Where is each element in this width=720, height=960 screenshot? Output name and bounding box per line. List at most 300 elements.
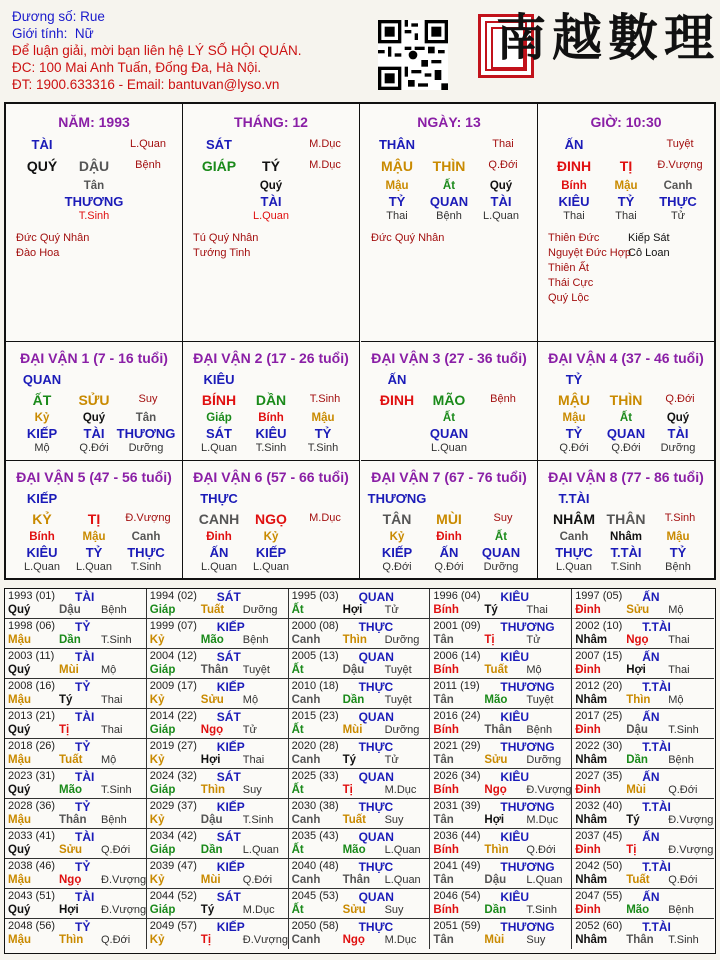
year-phase: T.Sinh <box>101 634 132 646</box>
year-cell <box>147 589 289 619</box>
hidden-ten-god: TỶ <box>314 426 332 441</box>
year-phase: Bệnh <box>668 754 694 766</box>
pillar-cell <box>6 104 183 342</box>
hidden-stem: Ất <box>494 531 508 543</box>
hidden-stem: Đinh <box>206 531 232 543</box>
year-cell <box>572 829 714 859</box>
year-stem: Nhâm <box>575 754 608 766</box>
year-stem: Quý <box>8 844 31 856</box>
year-ten-god: T.TÀI <box>642 620 671 634</box>
hidden-stem: Mậu <box>385 180 409 192</box>
year-cell <box>289 859 431 889</box>
year-label: 2004 (12) <box>149 650 197 662</box>
heaven-stem: BÍNH <box>201 392 237 408</box>
growth-phase: T.Sinh <box>664 512 696 524</box>
year-ten-god: KIẾP <box>216 740 245 754</box>
earth-branch: TỊ <box>619 158 633 174</box>
year-cell <box>289 829 431 859</box>
hidden-stem: Ất <box>442 180 456 192</box>
growth-phase: Suy <box>493 512 513 524</box>
hidden-phase: Q.Đới <box>559 442 589 454</box>
hidden-ten-god: TÀI <box>667 426 689 441</box>
year-cell <box>430 709 572 739</box>
year-label: 2029 (37) <box>149 800 197 812</box>
year-ten-god: TỶ <box>75 680 91 694</box>
year-phase: Dưỡng <box>526 754 562 766</box>
year-phase: Thai <box>242 754 265 766</box>
year-branch: Dần <box>484 904 507 916</box>
year-ten-god: KIÊU <box>500 590 530 604</box>
hidden-stem: Tân <box>135 412 157 424</box>
year-cell <box>5 649 147 679</box>
year-stem: Đinh <box>575 784 601 796</box>
growth-phase: Q.Đới <box>488 159 518 171</box>
heaven-stem: ẤT <box>32 392 52 408</box>
hidden-phase: L.Quan <box>23 561 61 573</box>
hidden-phase: Dưỡng <box>660 442 696 454</box>
year-ten-god: THỰC <box>358 860 394 874</box>
year-branch: Thân <box>484 724 512 736</box>
year-label: 1996 (04) <box>433 590 481 602</box>
year-stem: Quý <box>8 604 31 616</box>
year-label: 2014 (22) <box>149 710 197 722</box>
year-phase: Mộ <box>668 604 684 616</box>
heaven-stem: KỶ <box>32 511 52 527</box>
year-ten-god: KIẾP <box>216 620 245 634</box>
year-phase: Thai <box>668 634 690 646</box>
ten-god: ẤN <box>387 372 407 387</box>
dai-van-cell <box>6 461 183 580</box>
year-cell <box>289 589 431 619</box>
year-stem: Giáp <box>149 904 176 916</box>
year-branch: Thân <box>626 934 654 946</box>
earth-branch: MÙI <box>436 511 462 527</box>
growth-phase: M.Dục <box>309 512 341 524</box>
year-stem: Canh <box>291 934 321 946</box>
year-stem: Ất <box>291 904 304 916</box>
year-cell <box>572 709 714 739</box>
hidden-phase: Bệnh <box>436 210 462 222</box>
yearly-table <box>4 588 716 954</box>
heaven-stem: CANH <box>198 511 240 527</box>
year-stem: Canh <box>291 694 321 706</box>
growth-phase: Đ.Vượng <box>657 159 703 171</box>
year-cell <box>289 649 431 679</box>
year-ten-god: KIÊU <box>500 650 530 664</box>
year-label: 2023 (31) <box>8 770 56 782</box>
year-phase: Thai <box>101 724 123 736</box>
earth-branch: TỊ <box>87 511 101 527</box>
year-stem: Quý <box>8 664 31 676</box>
dai-van-title: ĐẠI VẬN 8 (77 - 86 tuổi) <box>548 469 704 485</box>
hidden-ten-god: SÁT <box>206 426 232 441</box>
year-ten-god: T.TÀI <box>642 680 671 694</box>
year-label: 2045 (53) <box>291 890 339 902</box>
phone-email-line: ĐT: 1900.633316 - Email: bantuvan@lyso.vn <box>12 77 280 92</box>
year-ten-god: TÀI <box>75 770 95 784</box>
year-label: 1999 (07) <box>149 620 197 632</box>
year-ten-god: THƯƠNG <box>500 860 555 874</box>
year-phase: L.Quan <box>526 874 563 886</box>
year-branch: Mão <box>626 904 650 916</box>
year-ten-god: T.TÀI <box>642 740 671 754</box>
year-phase: Suy <box>526 934 546 946</box>
year-phase: Đ.Vượng <box>526 784 572 796</box>
year-phase: Suy <box>384 814 404 826</box>
gender <box>12 25 301 42</box>
gender-value: Nữ <box>74 26 94 41</box>
inauspicious-star: Kiếp Sát <box>628 232 670 244</box>
year-ten-god: QUAN <box>358 770 394 784</box>
year-ten-god: ẤN <box>642 710 660 724</box>
year-label: 2015 (23) <box>291 710 339 722</box>
year-cell <box>147 679 289 709</box>
year-stem: Đinh <box>575 724 601 736</box>
year-branch: Thìn <box>59 934 84 946</box>
year-phase: Tuyệt <box>384 694 412 706</box>
hidden-phase: Dưỡng <box>128 442 164 454</box>
year-phase: Bệnh <box>668 904 694 916</box>
year-stem: Quý <box>8 784 31 796</box>
year-cell <box>5 679 147 709</box>
year-phase: Đ.Vượng <box>242 934 288 946</box>
year-label: 2001 (09) <box>433 620 481 632</box>
year-ten-god: ẤN <box>642 650 660 664</box>
year-branch: Tý <box>484 604 498 616</box>
year-stem: Canh <box>291 814 321 826</box>
year-cell <box>147 709 289 739</box>
hidden-ten-god: KIẾP <box>26 426 58 441</box>
year-stem: Mậu <box>8 874 31 886</box>
year-branch: Tý <box>200 904 215 916</box>
year-label: 2009 (17) <box>149 680 197 692</box>
year-cell <box>430 889 572 919</box>
year-phase: M.Dục <box>526 814 559 826</box>
year-label: 2038 (46) <box>8 860 56 872</box>
year-branch: Mùi <box>484 934 505 946</box>
year-cell <box>5 769 147 799</box>
heaven-stem: MẬU <box>558 392 590 408</box>
year-branch: Mùi <box>342 724 363 736</box>
hidden-phase: T.Sinh <box>610 561 642 573</box>
year-branch: Tý <box>59 694 73 706</box>
year-ten-god: T.TÀI <box>642 920 671 934</box>
hidden-stem: Quý <box>82 412 106 424</box>
year-label: 2024 (32) <box>149 770 197 782</box>
year-phase: L.Quan <box>242 844 279 856</box>
year-phase: Q.Đới <box>526 844 556 856</box>
year-label: 2019 (27) <box>149 740 197 752</box>
year-phase: Tử <box>242 724 257 736</box>
hidden-phase: Q.Đới <box>611 442 641 454</box>
year-branch: Sửu <box>484 754 508 766</box>
hidden-stem: Quý <box>259 180 283 192</box>
year-stem: Bính <box>433 604 459 616</box>
hidden-phase: L.Quan <box>252 210 290 222</box>
dai-van-title: ĐẠI VẬN 3 (27 - 36 tuổi) <box>371 350 527 366</box>
year-branch: Tị <box>626 844 637 856</box>
year-label: 2040 (48) <box>291 860 339 872</box>
hidden-ten-god: QUAN <box>606 426 646 441</box>
year-label: 2011 (19) <box>433 680 480 692</box>
year-label: 2032 (40) <box>575 800 623 812</box>
year-ten-god: KIẾP <box>216 860 245 874</box>
year-stem: Đinh <box>575 604 601 616</box>
heaven-stem: NHÂM <box>553 511 595 527</box>
hidden-ten-god: KIÊU <box>558 194 590 209</box>
dai-van-cell <box>6 342 183 461</box>
year-branch: Sửu <box>59 844 83 856</box>
year-ten-god: TỶ <box>75 920 91 934</box>
year-ten-god: THƯƠNG <box>500 680 555 694</box>
year-branch: Thìn <box>484 844 509 856</box>
year-label: 1994 (02) <box>149 590 197 602</box>
hidden-stem: Bính <box>29 531 55 543</box>
ten-god: THƯƠNG <box>367 491 427 506</box>
year-label: 2008 (16) <box>8 680 56 692</box>
year-phase: Tử <box>384 604 399 616</box>
year-stem: Giáp <box>149 604 176 616</box>
year-branch: Ngọ <box>342 934 365 946</box>
year-stem: Bính <box>433 724 459 736</box>
year-branch: Hợi <box>59 904 79 916</box>
hidden-phase: L.Quan <box>200 442 238 454</box>
earth-branch: MÃO <box>432 392 466 408</box>
year-label: 2025 (33) <box>291 770 339 782</box>
growth-phase: T.Sinh <box>309 393 341 405</box>
hidden-stem: Bính <box>258 412 284 424</box>
hidden-ten-god: THƯƠNG <box>116 426 176 441</box>
year-ten-god: TÀI <box>75 890 95 904</box>
year-cell <box>289 769 431 799</box>
year-label: 2052 (60) <box>575 920 623 932</box>
year-cell <box>5 619 147 649</box>
year-cell <box>5 799 147 829</box>
hidden-phase: L.Quan <box>75 561 113 573</box>
hidden-ten-god: TÀI <box>83 426 105 441</box>
ten-god: TÀI <box>31 137 53 152</box>
year-ten-god: THỰC <box>358 680 394 694</box>
dai-van-cell <box>361 461 538 580</box>
year-label: 2030 (38) <box>291 800 339 812</box>
year-ten-god: KIÊU <box>500 710 530 724</box>
year-cell <box>5 589 147 619</box>
hidden-ten-god: KIẾP <box>255 545 287 560</box>
year-stem: Bính <box>433 904 459 916</box>
hidden-ten-god: ẤN <box>209 545 229 560</box>
year-label: 1993 (01) <box>8 590 56 602</box>
year-phase: Mộ <box>668 694 684 706</box>
hidden-phase: T.Sinh <box>255 442 287 454</box>
year-cell <box>572 859 714 889</box>
year-branch: Mão <box>59 784 82 796</box>
year-ten-god: SÁT <box>216 890 241 904</box>
year-phase: Q.Đới <box>101 844 131 856</box>
hidden-stem: Kỷ <box>34 412 50 424</box>
year-label: 2018 (26) <box>8 740 56 752</box>
hidden-ten-god: THỰC <box>659 194 697 209</box>
year-cell <box>430 799 572 829</box>
year-label: 2005 (13) <box>291 650 339 662</box>
year-ten-god: TÀI <box>75 650 95 664</box>
year-label: 2042 (50) <box>575 860 623 872</box>
year-branch: Mùi <box>59 664 79 676</box>
year-label: 2039 (47) <box>149 860 197 872</box>
year-phase: Mộ <box>242 694 259 706</box>
year-branch: Hợi <box>626 664 646 676</box>
year-cell <box>572 889 714 919</box>
chart-grid <box>4 102 716 580</box>
hidden-ten-god: TỶ <box>669 545 687 560</box>
year-label: 2021 (29) <box>433 740 481 752</box>
year-phase: Bệnh <box>101 814 127 826</box>
year-label: 2034 (42) <box>149 830 197 842</box>
year-stem: Tân <box>433 934 454 946</box>
hidden-stem: Mậu <box>82 531 106 543</box>
hidden-stem: Ất <box>619 412 633 424</box>
auspicious-star: Thái Cực <box>548 277 594 289</box>
year-branch: Dần <box>626 754 648 766</box>
hidden-ten-god: QUAN <box>429 194 469 209</box>
hidden-ten-god: QUAN <box>481 545 521 560</box>
auspicious-star: Đào Hoa <box>16 247 60 259</box>
year-branch: Tị <box>59 724 70 736</box>
pillar-title: GIỜ: 10:30 <box>590 114 662 130</box>
heaven-stem: ĐINH <box>379 392 415 408</box>
year-cell <box>572 769 714 799</box>
year-label: 1995 (03) <box>291 590 339 602</box>
year-cell <box>147 799 289 829</box>
hidden-phase: Thai <box>615 210 637 222</box>
auspicious-star: Đức Quý Nhân <box>16 232 90 244</box>
earth-branch: THÌN <box>609 392 643 408</box>
year-cell <box>289 739 431 769</box>
year-branch: Thân <box>342 874 371 886</box>
dai-van-cell <box>183 342 360 461</box>
year-ten-god: KIẾP <box>216 920 245 934</box>
ten-god: T.TÀI <box>558 491 590 506</box>
year-label: 2046 (54) <box>433 890 481 902</box>
year-branch: Hợi <box>342 604 363 616</box>
year-stem: Ất <box>291 784 304 796</box>
year-branch: Tuất <box>484 664 508 676</box>
hidden-ten-god: THỰC <box>555 545 593 560</box>
year-branch: Ngọ <box>200 724 224 736</box>
year-label: 2010 (18) <box>291 680 339 692</box>
hidden-phase: Q.Đới <box>382 561 412 573</box>
pillar-cell <box>538 104 714 342</box>
auspicious-star: Quý Lộc <box>548 292 589 304</box>
ten-god: THỰC <box>200 491 238 506</box>
year-phase: L.Quan <box>384 844 421 856</box>
year-branch: Sửu <box>626 604 650 616</box>
year-phase: Bệnh <box>242 634 269 646</box>
pillar-cell <box>183 104 360 342</box>
growth-phase: Bệnh <box>490 393 516 405</box>
hidden-ten-god: KIÊU <box>255 426 287 441</box>
year-phase: L.Quan <box>384 874 421 886</box>
hidden-stem: Canh <box>131 531 161 543</box>
ten-god: KIẾP <box>26 491 58 506</box>
year-cell <box>430 679 572 709</box>
year-branch: Dậu <box>484 874 507 886</box>
auspicious-star: Đức Quý Nhân <box>371 232 445 244</box>
year-ten-god: TỶ <box>75 860 91 874</box>
year-label: 2031 (39) <box>433 800 481 812</box>
year-phase: Tuyệt <box>526 694 554 706</box>
year-branch: Thân <box>200 664 229 676</box>
hidden-phase: Q.Đới <box>434 561 464 573</box>
year-cell <box>147 889 289 919</box>
year-label: 2041 (49) <box>433 860 481 872</box>
year-ten-god: TÀI <box>75 710 95 724</box>
year-label: 2037 (45) <box>575 830 623 842</box>
year-ten-god: KIÊU <box>500 770 530 784</box>
heaven-stem: QUÝ <box>26 158 58 174</box>
year-ten-god: SÁT <box>216 590 241 604</box>
hidden-phase: Thai <box>563 210 585 222</box>
hidden-phase: T.Sinh <box>130 561 162 573</box>
year-cell <box>572 589 714 619</box>
year-ten-god: TÀI <box>75 830 95 844</box>
year-ten-god: ẤN <box>642 890 660 904</box>
year-cell <box>430 919 572 949</box>
year-stem: Giáp <box>149 724 176 736</box>
growth-phase: Suy <box>138 393 158 405</box>
year-ten-god: QUAN <box>358 650 394 664</box>
year-cell <box>147 859 289 889</box>
year-branch: Hợi <box>200 754 221 766</box>
year-ten-god: THỰC <box>358 800 394 814</box>
year-branch: Tị <box>484 634 495 646</box>
year-phase: Đ.Vượng <box>101 874 147 886</box>
year-ten-god: SÁT <box>216 710 241 724</box>
year-stem: Nhâm <box>575 634 608 646</box>
hidden-phase: Bệnh <box>665 561 691 573</box>
year-phase: Mộ <box>526 664 542 676</box>
hidden-stem: Mậu <box>311 412 335 424</box>
year-phase: T.Sinh <box>526 904 557 916</box>
year-label: 2003 (11) <box>8 650 55 662</box>
year-phase: Q.Đới <box>668 874 698 886</box>
year-phase: Q.Đới <box>668 784 698 796</box>
growth-phase: M.Dục <box>309 159 341 171</box>
year-phase: Tuyệt <box>384 664 412 676</box>
hidden-stem: Kỷ <box>263 531 279 543</box>
year-ten-god: QUAN <box>358 590 394 604</box>
year-branch: Hợi <box>484 814 505 826</box>
year-branch: Ngọ <box>59 874 82 886</box>
year-stem: Quý <box>8 904 31 916</box>
inauspicious-star: Cô Loan <box>628 247 670 259</box>
year-phase: Mộ <box>101 754 117 766</box>
year-phase: M.Dục <box>384 934 417 946</box>
year-cell <box>572 679 714 709</box>
year-branch: Tị <box>342 784 353 796</box>
year-cell <box>572 619 714 649</box>
year-ten-god: SÁT <box>216 770 241 784</box>
year-ten-god: SÁT <box>216 650 241 664</box>
ten-god: QUAN <box>22 372 62 387</box>
hidden-phase: L.Quan <box>482 210 520 222</box>
hidden-phase: L.Quan <box>252 561 290 573</box>
dai-van-title: ĐẠI VẬN 6 (57 - 66 tuổi) <box>193 469 349 485</box>
hidden-ten-god: T.TÀI <box>610 545 642 560</box>
hidden-ten-god: TỶ <box>617 194 635 209</box>
hidden-stem: Tân <box>83 180 105 192</box>
contact-line: Để luận giải, mời bạn liên hệ LÝ SỐ HỘI QUÁN. <box>12 43 302 58</box>
year-stem: Kỷ <box>149 694 165 706</box>
